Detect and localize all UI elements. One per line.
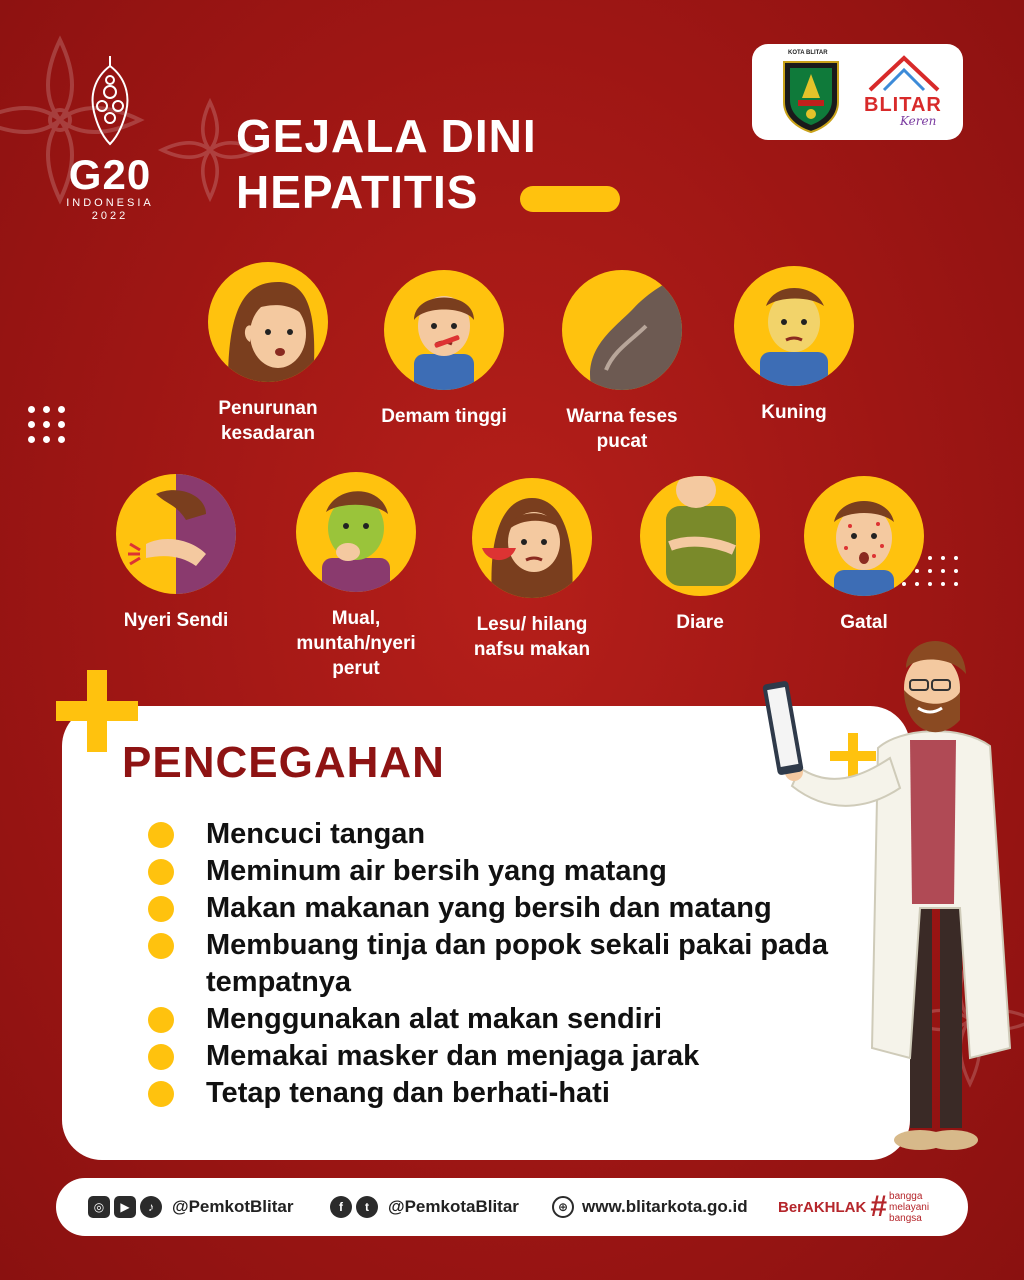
title-line-1: GEJALA DINI [236,110,537,162]
joint-pain-icon [116,474,236,594]
instagram-icon[interactable]: ◎ [88,1196,110,1218]
slogan-word: bangga [889,1190,923,1202]
globe-icon: ⊕ [552,1196,574,1218]
symptom-item [620,476,780,635]
bullet-icon [148,1081,174,1107]
tiktok-icon[interactable]: ♪ [140,1196,162,1218]
jaundice-boy-icon [734,266,854,386]
list-item-text: Makan makanan yang bersih dan matang [206,892,772,924]
youtube-icon[interactable]: ▶ [114,1196,136,1218]
blitar-keren-roof-icon [864,54,944,94]
fever-girl-icon [384,270,504,390]
kota-blitar-emblem-icon [780,58,842,134]
bullet-icon [148,859,174,885]
symptom-label: Penurunan kesadaran [218,398,318,444]
g20-ornament-icon [80,52,140,148]
list-item-text: Meminum air bersih yang matang [206,855,667,887]
prevention-title: PENCEGAHAN [122,738,445,787]
loss-appetite-girl-icon [472,478,592,598]
blitar-brand: BLITAR [864,94,942,116]
bullet-icon [148,896,174,922]
symptom-item [784,476,944,635]
symptom-item [96,474,256,633]
g20-mark: G20 [68,151,152,198]
list-item-text: Menggunakan alat makan sendiri [206,1003,663,1035]
handle-text: @PemkotaBlitar [388,1197,519,1216]
symptom-label: Nyeri Sendi [123,610,229,631]
itchy-boy-icon [804,476,924,596]
g20-logo [55,52,165,223]
title-accent-bar [520,186,620,212]
symptom-item [276,472,436,681]
list-item-text: Memakai masker dan menjaga jarak [206,1040,700,1072]
dizzy-woman-icon [208,262,328,382]
symptom-label: Diare [676,612,724,633]
bullet-icon [148,1044,174,1070]
list-item-text: Membuang tinja dan popok sekali pakai pada tempatnya [206,929,829,998]
hashtag-icon: # [870,1190,888,1223]
g20-country: INDONESIA [66,197,154,209]
website-link[interactable] [552,1178,748,1236]
berakhlak-text: BerAKHLAK [778,1198,867,1216]
twitter-icon[interactable]: t [356,1196,378,1218]
symptom-item [714,266,874,425]
list-item-text: Tetap tenang dan berhati-hati [206,1077,610,1109]
slogan-word: melayani [889,1201,930,1213]
slogan-word: bangsa [889,1212,922,1224]
logo-box [752,44,963,140]
page-title [236,108,537,220]
g20-year: 2022 [91,210,129,222]
symptom-label: Lesu/ hilang nafsu makan [473,614,591,660]
stool-icon [562,270,682,390]
symptom-item [364,270,524,429]
handle-text: @PemkotBlitar [172,1197,294,1216]
symptom-label: Warna feses pucat [566,406,678,452]
footer-bar [56,1178,968,1236]
symptom-label: Mual, muntah/nyeri perut [296,608,416,679]
social-handle-1[interactable] [88,1178,293,1236]
symptom-label: Demam tinggi [381,406,507,427]
facebook-icon[interactable]: f [330,1196,352,1218]
list-item-text: Mencuci tangan [206,818,426,850]
title-line-2: HEPATITIS [236,166,479,218]
symptom-label: Kuning [761,402,827,423]
berakhlak-logo [778,1178,929,1236]
symptom-item [452,478,612,662]
kota-blitar-label: KOTA BLITAR [788,50,828,56]
symptom-label: Gatal [840,612,888,633]
dot-pattern [28,406,65,443]
bullet-icon [148,1007,174,1033]
website-text[interactable]: www.blitarkota.go.id [582,1197,748,1216]
diarrhea-icon [640,476,760,596]
symptom-item [542,270,702,454]
symptom-item [188,262,348,446]
social-handle-2[interactable] [330,1178,519,1236]
bullet-icon [148,822,174,848]
blitar-brand-script: Keren [900,114,937,128]
doctor-illustration [760,628,1020,1168]
nausea-icon [296,472,416,592]
bullet-icon [148,933,174,959]
